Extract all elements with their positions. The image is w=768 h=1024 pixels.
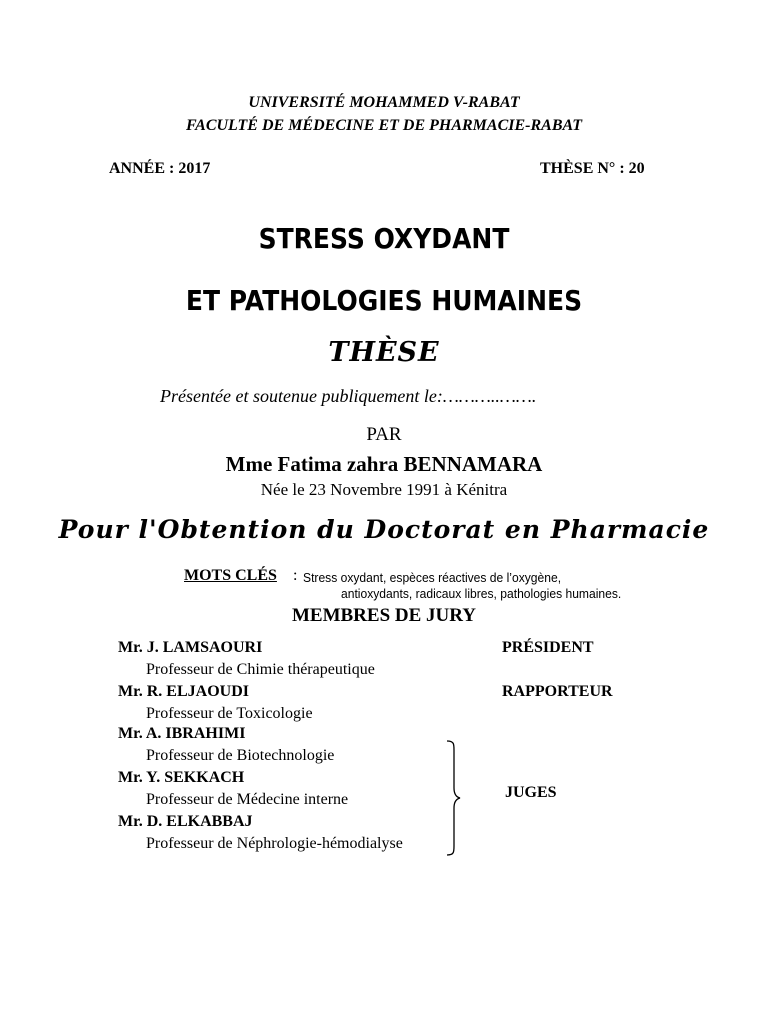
- presented-line: Présentée et soutenue publiquement le:………..…….: [160, 386, 537, 406]
- by-label: PAR: [366, 424, 402, 445]
- jury-member-title: RAPPORTEUR: [502, 683, 613, 700]
- keywords-line-1: Stress oxydant, espèces réactives de l’oxygène,: [303, 570, 562, 585]
- thesis-number: THÈSE N° : 20: [540, 160, 645, 177]
- jury-member-name: Mr. D. ELKABBAJ: [118, 813, 253, 830]
- jury-heading: MEMBRES DE JURY: [291, 605, 477, 626]
- keywords-line-2: antioxydants, radicaux libres, pathologies humaines.: [341, 586, 622, 601]
- author-name: Mme Fatima zahra BENNAMARA: [225, 452, 543, 476]
- jury-member-role: Professeur de Médecine interne: [146, 791, 349, 808]
- jury-member-name: Mr. J. LAMSAOURI: [118, 639, 263, 656]
- jury-member-name: Mr. R. ELJAOUDI: [118, 683, 249, 700]
- keywords-colon: :: [293, 567, 298, 584]
- curly-brace-icon: [444, 740, 462, 856]
- judges-label: JUGES: [505, 784, 557, 801]
- jury-member-role: Professeur de Toxicologie: [146, 705, 313, 722]
- birth-info: Née le 23 Novembre 1991 à Kénitra: [260, 480, 508, 499]
- jury-member-title: PRÉSIDENT: [502, 639, 594, 656]
- university-name: UNIVERSITÉ MOHAMMED V-RABAT: [248, 94, 520, 111]
- jury-member-role: Professeur de Néphrologie-hémodialyse: [146, 835, 403, 852]
- faculty-name: FACULTÉ DE MÉDECINE ET DE PHARMACIE-RABAT: [185, 117, 583, 134]
- title-line-1: STRESS OXYDANT: [258, 222, 510, 255]
- thesis-word: THÈSE: [328, 337, 440, 368]
- jury-member-name: Mr. Y. SEKKACH: [118, 769, 245, 786]
- jury-member-role: Professeur de Biotechnologie: [146, 747, 335, 764]
- keywords-label: MOTS CLÉS: [184, 567, 277, 584]
- obtention-line: Pour l'Obtention du Doctorat en Pharmacie: [58, 515, 710, 544]
- jury-member-name: Mr. A. IBRAHIMI: [118, 725, 246, 742]
- jury-member-role: Professeur de Chimie thérapeutique: [146, 661, 375, 678]
- title-line-2: ET PATHOLOGIES HUMAINES: [185, 284, 583, 317]
- year-label: ANNÉE : 2017: [109, 160, 211, 177]
